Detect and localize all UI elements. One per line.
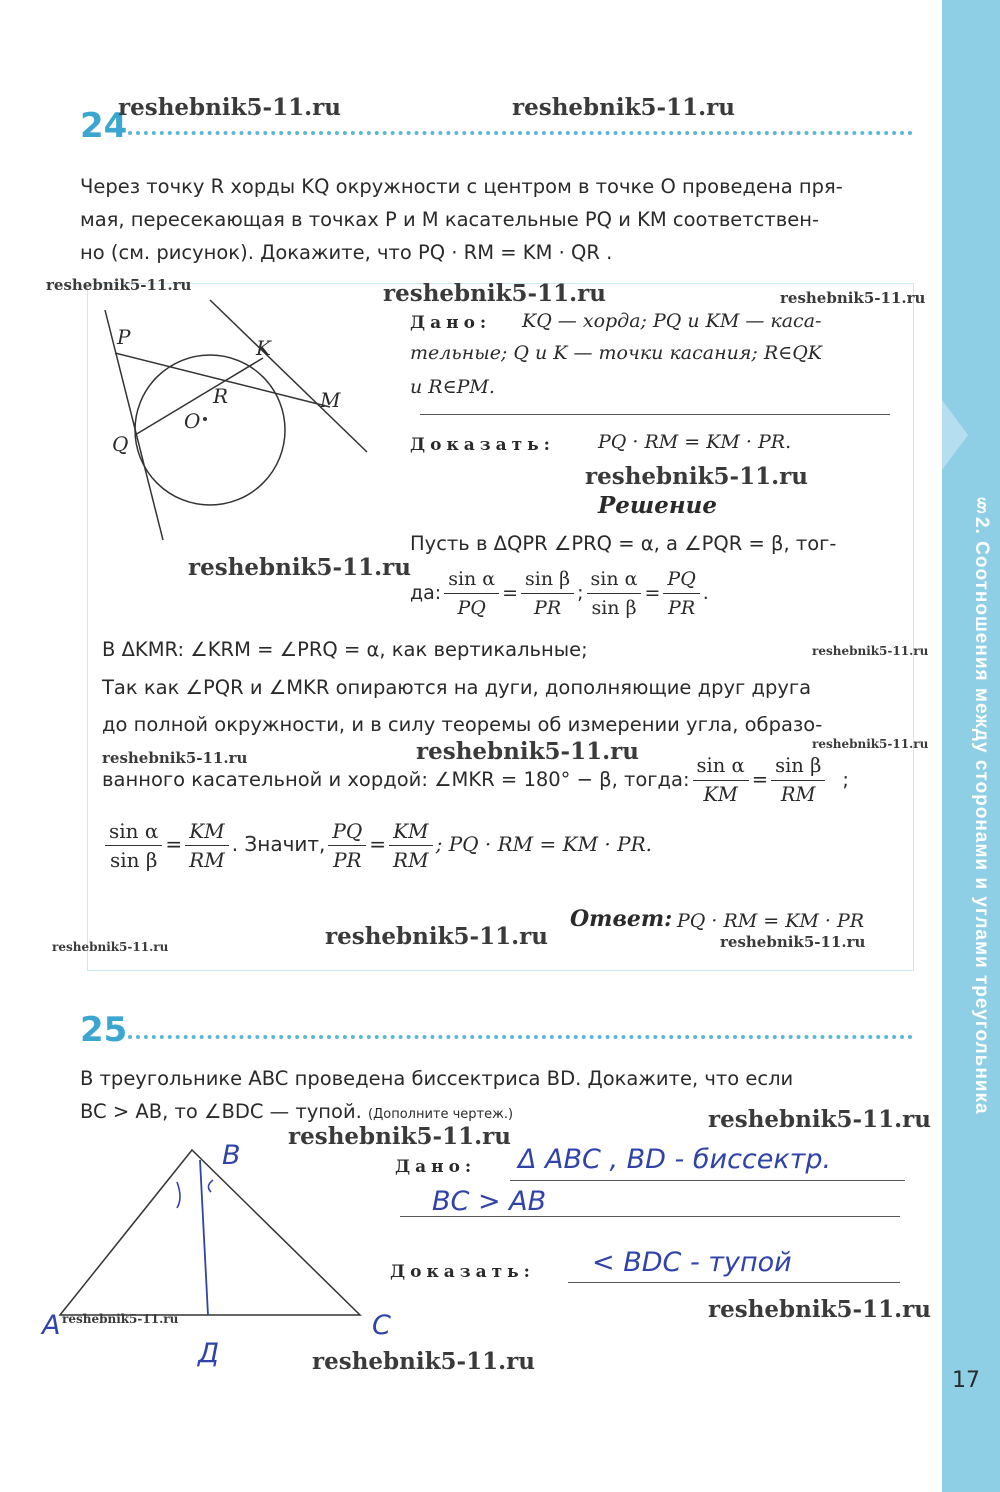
hand-label-D: Д	[198, 1338, 220, 1369]
line6-text: ванного касательной и хордой: ∠MKR = 180° − β, тогда:	[102, 768, 690, 791]
watermark: reshebnik5-11.ru	[383, 280, 606, 307]
watermark: reshebnik5-11.ru	[118, 94, 341, 121]
watermark: reshebnik5-11.ru	[512, 94, 735, 121]
watermark: reshebnik5-11.ru	[288, 1123, 511, 1150]
label-R: R	[213, 384, 229, 408]
prove25-label: Доказать:	[390, 1262, 535, 1282]
given-label: Дано:	[410, 313, 492, 333]
prove25-line	[568, 1282, 900, 1283]
semicolon: ;	[577, 582, 584, 604]
label-Q: Q	[112, 432, 129, 456]
label-M: M	[320, 388, 341, 412]
label-P: P	[117, 325, 131, 349]
problem-number-25: 25	[80, 1010, 128, 1050]
side-tab-label: §2. Соотношения между сторонами и углами треугольника	[971, 495, 992, 1115]
frac-4: $\frac{PQ}{PR}$	[663, 565, 699, 622]
eq-sign: =	[369, 832, 387, 856]
eq-sign: =	[165, 832, 183, 856]
statement-line-3: но (см. рисунок). Докажите, что PQ · RM = KM · QR .	[80, 241, 613, 264]
watermark: reshebnik5-11.ru	[812, 644, 929, 658]
prove-text: PQ · RM = KM · PR.	[598, 431, 792, 453]
frac-8: $\frac{KM}{RM}$	[185, 817, 229, 874]
frac-10: $\frac{KM}{RM}$	[389, 817, 433, 874]
solution-line-3: В ΔKMR: ∠KRM = ∠PRQ = α, как вертикальные;	[102, 638, 588, 661]
page-number: 17	[952, 1368, 980, 1393]
watermark: reshebnik5-11.ru	[52, 940, 169, 954]
hand-label-B: B	[222, 1140, 241, 1171]
side-tab-arrow	[940, 400, 970, 470]
watermark: reshebnik5-11.ru	[62, 1312, 179, 1326]
frac-9: $\frac{PQ}{PR}$	[328, 817, 366, 874]
statement-line-1: Через точку R хорды KQ окружности с центром в точке O проведена пря-	[80, 175, 843, 198]
given-line-1: KQ — хорда; PQ и KM — каса-	[522, 310, 822, 332]
watermark: reshebnik5-11.ru	[708, 1106, 931, 1133]
given25-line-1	[510, 1180, 905, 1181]
frac-3: $\frac{\text{sin α}}{\text{sin β}}$	[587, 565, 642, 622]
solution-line-1: Пусть в ΔQPR ∠PRQ = α, а ∠PQR = β, тог-	[410, 532, 837, 555]
watermark: reshebnik5-11.ru	[812, 737, 929, 751]
triangle-figure	[55, 1140, 385, 1340]
given25-handwriting-1: Δ ABC , BD - биссектр.	[518, 1144, 832, 1175]
eq-sign: =	[502, 582, 519, 604]
dotted-rule	[128, 1035, 913, 1039]
watermark: reshebnik5-11.ru	[708, 1296, 931, 1323]
hand-label-A: A	[42, 1310, 61, 1341]
watermark: reshebnik5-11.ru	[312, 1348, 535, 1375]
answer-text: PQ · RM = KM · PR	[677, 910, 865, 932]
solution-heading: Решение	[598, 492, 718, 519]
hint: (Дополните чертеж.)	[368, 1107, 514, 1122]
watermark: reshebnik5-11.ru	[102, 749, 248, 767]
solution-line-7	[102, 812, 652, 876]
label-O: O	[184, 409, 201, 433]
semicolon: ;	[842, 768, 849, 791]
problem-number-24: 24	[80, 106, 128, 146]
watermark: reshebnik5-11.ru	[720, 933, 866, 951]
circle-figure	[95, 295, 385, 555]
prove-label: Доказать:	[410, 435, 555, 455]
given-separator	[420, 414, 890, 415]
watermark: reshebnik5-11.ru	[416, 738, 639, 765]
answer-label: Ответ:	[570, 906, 673, 932]
watermark: reshebnik5-11.ru	[325, 923, 548, 950]
watermark: reshebnik5-11.ru	[585, 463, 808, 490]
frac-2: $\frac{\text{sin β}}{PR}$	[521, 565, 574, 622]
period: .	[702, 582, 709, 604]
dotted-rule	[128, 131, 913, 135]
frac-5: $\frac{\text{sin α}}{KM}$	[693, 752, 749, 809]
prove25-handwriting: < BDC - тупой	[592, 1247, 792, 1278]
line2-prefix: да:	[410, 582, 442, 604]
watermark: reshebnik5-11.ru	[780, 289, 926, 307]
frac-7: $\frac{\text{sin α}}{\text{sin β}}$	[105, 817, 162, 874]
watermark: reshebnik5-11.ru	[188, 554, 411, 581]
given-line-2: тельные; Q и K — точки касания; R∈QK	[410, 342, 822, 364]
then-text: . Значит,	[231, 832, 326, 856]
frac-6: $\frac{\text{sin β}}{RM}$	[771, 752, 825, 809]
solution-line-5: до полной окружности, и в силу теоремы об измерении угла, образо-	[102, 713, 823, 736]
given-line-3: и R∈PM.	[410, 376, 495, 398]
given25-handwriting-2: BC > AB	[432, 1186, 547, 1217]
label-K: K	[256, 336, 271, 360]
watermark: reshebnik5-11.ru	[46, 276, 192, 294]
solution-line-4: Так как ∠PQR и ∠MKR опираются на дуги, дополняющие друг друга	[102, 676, 812, 699]
conclusion: ; PQ · RM = KM · PR.	[435, 832, 652, 856]
eq-sign: =	[751, 768, 769, 791]
given25-line-2	[400, 1216, 900, 1217]
eq-sign: =	[644, 582, 661, 604]
hand-label-C: C	[372, 1310, 391, 1341]
statement-line-2: мая, пересекающая в точках P и M касательные PQ и KM соответствен-	[80, 208, 820, 231]
statement25-line-1: В треугольнике ABC проведена биссектриса BD. Докажите, что если	[80, 1067, 794, 1090]
given25-label: Дано:	[395, 1157, 477, 1177]
frac-1: $\frac{\text{sin α}}{PQ}$	[444, 565, 499, 622]
solution-line-2	[410, 563, 709, 623]
statement25-text: BC > AB, то ∠BDC — тупой.	[80, 1100, 362, 1123]
